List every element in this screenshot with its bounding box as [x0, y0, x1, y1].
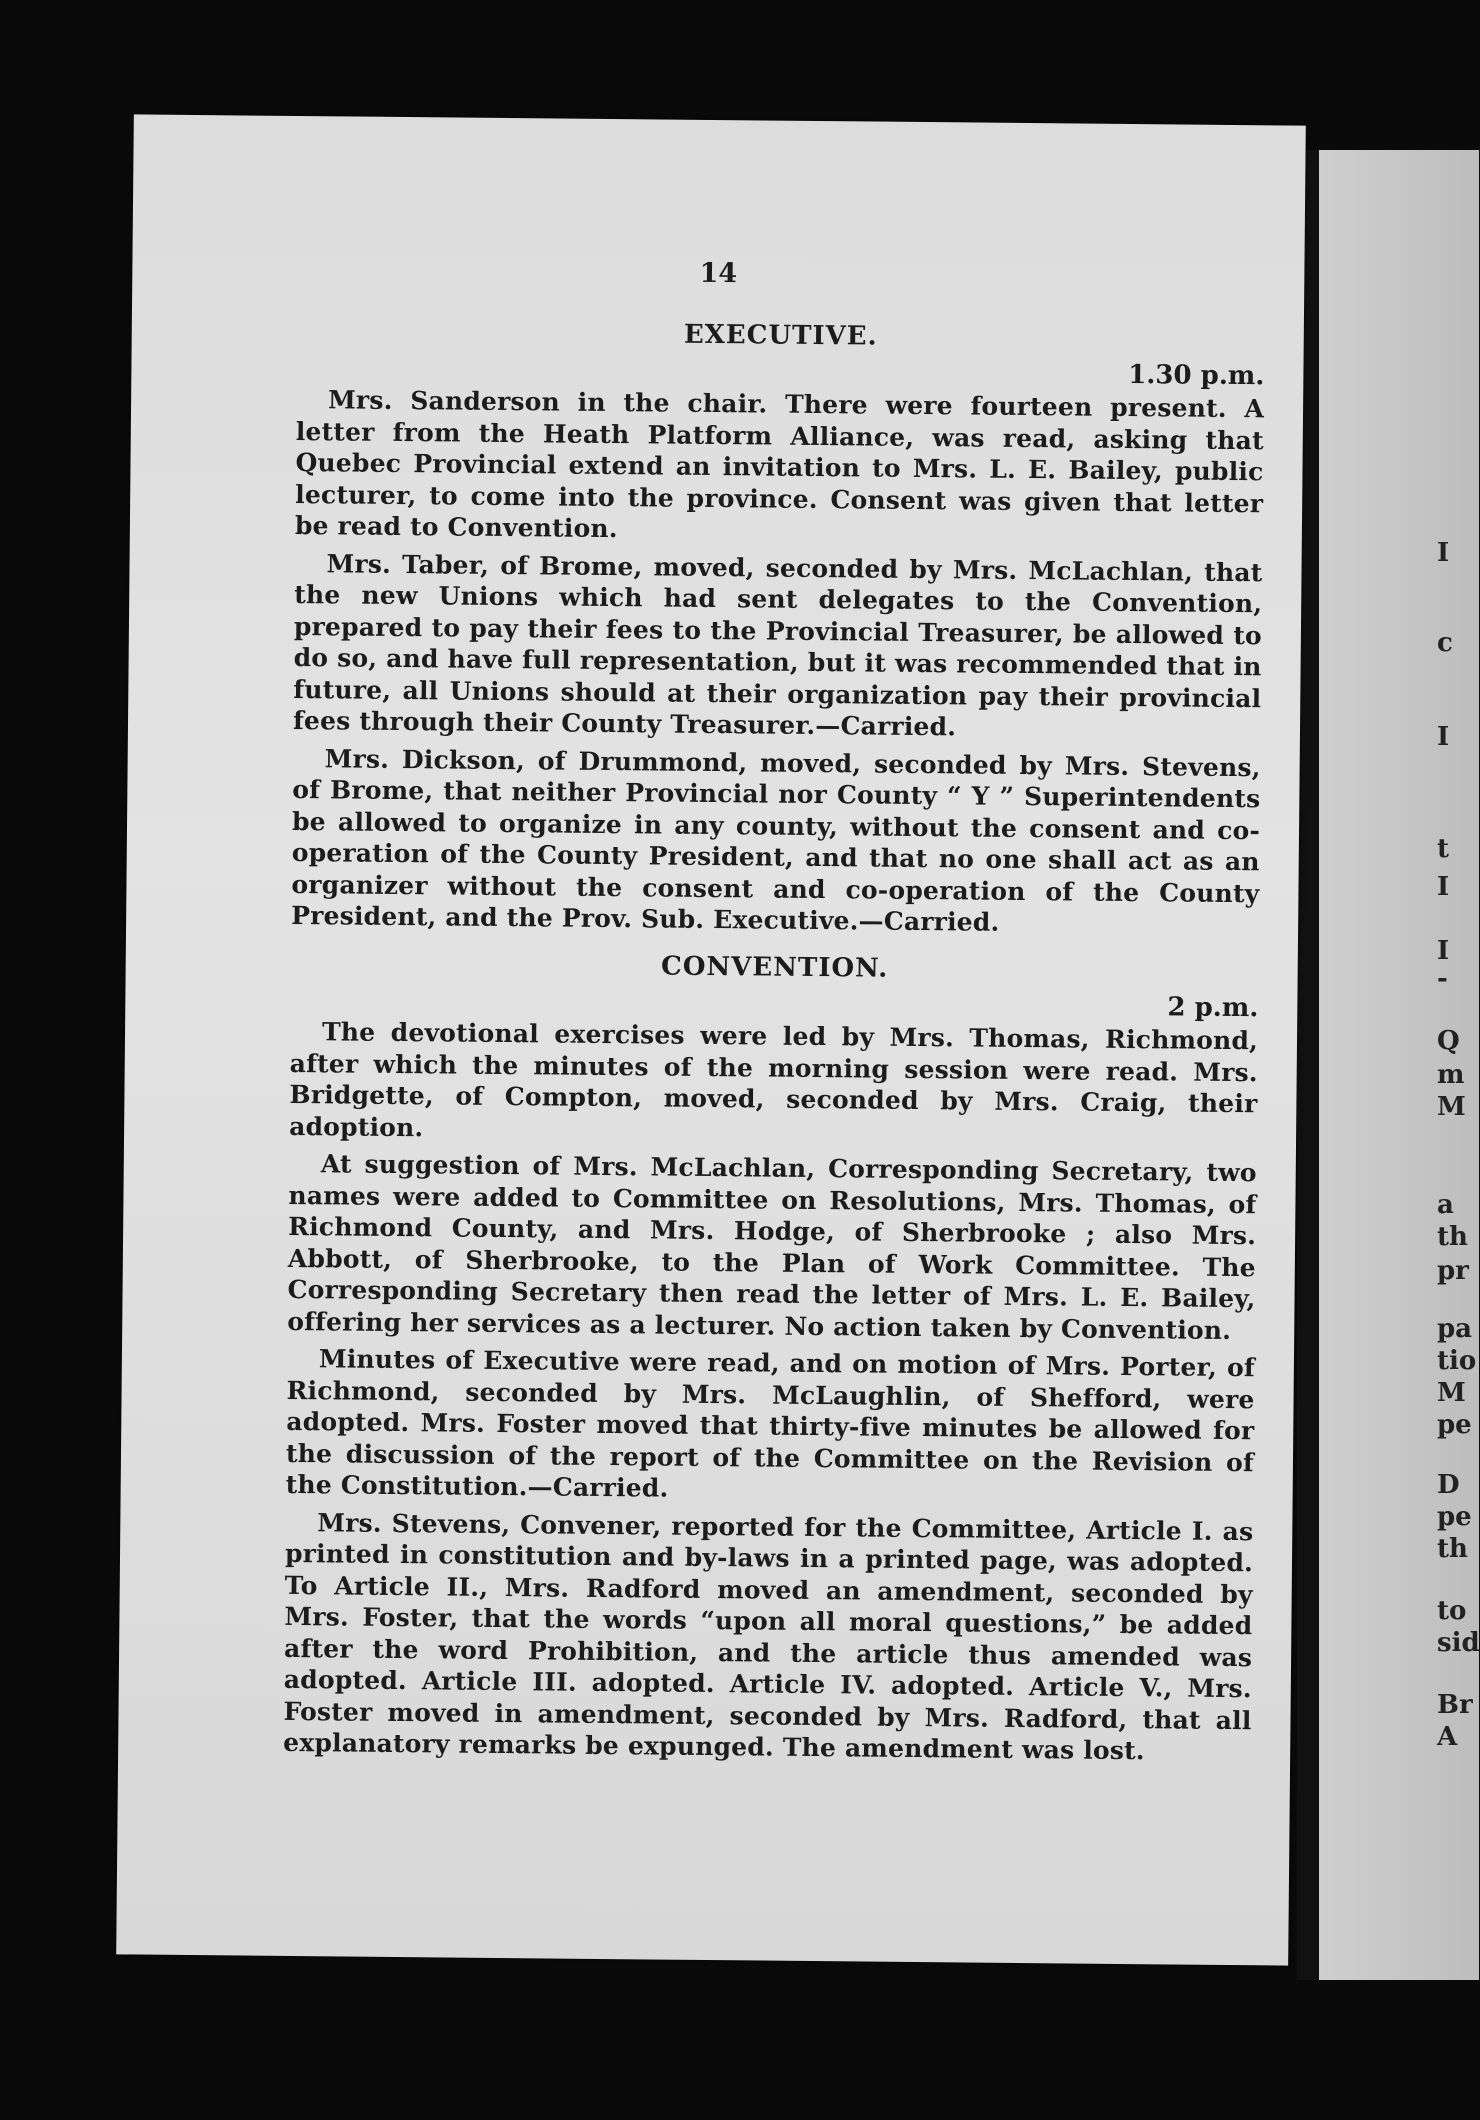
- facing-fragment: sid: [1437, 1628, 1480, 1658]
- facing-fragment: pe: [1437, 1410, 1472, 1440]
- facing-page-edge: [1319, 150, 1479, 1980]
- facing-fragment: th: [1437, 1534, 1468, 1564]
- paragraph: Mrs. Dickson, of Drummond, moved, seconded by Mrs. Stevens, of Brome, that neither Provincial nor County “ Y ” Superintendents be allowed to organize in any county, without the consent and co-operation of the County President, and that no one shall act as an organizer without the consent and co-operation of the County President, and the Prov. Sub. Executive.—Carried.: [291, 743, 1261, 937]
- section-heading-executive: EXECUTIVE.: [683, 319, 878, 352]
- facing-fragment: tio: [1437, 1346, 1477, 1376]
- facing-fragment: I: [1437, 872, 1450, 902]
- paragraph: Mrs. Stevens, Convener, reported for the Committee, Article I. as printed in constitution and by-laws in a printed page, was adopted. To Article II., Mrs. Radford moved an amendment, seconded by Mrs. Foster, that the words “upon all moral questions,” be added after the word Prohibition, and the article thus amended was adopted. Article III. adopted. Article IV. adopted. Article V., Mrs. Foster moved in amendment, seconded by Mrs. Radford, that all explanatory remarks be expunged. The amendment was lost.: [283, 1507, 1254, 1766]
- facing-fragment: c: [1437, 628, 1453, 658]
- paragraph: Mrs. Taber, of Brome, moved, seconded by Mrs. McLachlan, that the new Unions which had sent delegates to the Convention, prepared to pay their fees to the Provincial Treasurer, be allowed to do so, and have full representation, but it was recommended that in future, all Unions should at their organization pay their provincial fees through their County Treasurer.—Carried.: [292, 548, 1263, 742]
- facing-fragment: Q: [1437, 1026, 1460, 1056]
- facing-fragment: pe: [1437, 1502, 1472, 1532]
- paragraph: Mrs. Sanderson in the chair. There were fourteen present. A letter from the Heath Platform Alliance, was read, asking that Quebec Provincial extend an invitation to Mrs. L. E. Bailey, public lecturer, to come into the province. Consent was given that letter be read to Convention.: [294, 385, 1265, 544]
- facing-fragment: pa: [1437, 1314, 1473, 1344]
- paragraph: Minutes of Executive were read, and on motion of Mrs. Porter, of Richmond, seconded by Mrs. McLaughlin, of Shefford, were adopted. Mrs. Foster moved that thirty-five minutes be allowed for the discussion of the report of the Committee on the Revision of the Constitution.—Carried.: [285, 1344, 1256, 1503]
- facing-fragment: D: [1437, 1470, 1460, 1500]
- facing-fragment: pr: [1437, 1256, 1469, 1286]
- facing-fragment: M: [1437, 1378, 1466, 1408]
- facing-fragment: I: [1437, 722, 1450, 752]
- page-number: 14: [699, 257, 738, 290]
- facing-fragment: A: [1437, 1722, 1458, 1752]
- facing-fragment: a: [1437, 1190, 1454, 1220]
- book-page: [116, 114, 1306, 1965]
- facing-fragment: t: [1437, 834, 1450, 864]
- facing-fragment: M: [1437, 1092, 1466, 1122]
- executive-section: [291, 316, 1265, 947]
- facing-fragment: Br: [1437, 1690, 1473, 1720]
- facing-fragment: th: [1437, 1222, 1468, 1252]
- paragraph: The devotional exercises were led by Mrs. Thomas, Richmond, after which the minutes of the morning session were read. Mrs. Bridgette, of Compton, moved, seconded by Mrs. Craig, their adoption.: [289, 1017, 1259, 1142]
- section-time-convention: 2 p.m.: [1167, 992, 1259, 1024]
- facing-fragment: I: [1437, 936, 1450, 966]
- facing-fragment: I: [1437, 538, 1450, 568]
- convention-section: [283, 948, 1259, 1774]
- paragraph: At suggestion of Mrs. McLachlan, Corresponding Secretary, two names were added to Committee on Resolutions, Mrs. Thomas, of Richmond County, and Mrs. Hodge, of Sherbrooke ; also Mrs. Abbott, of Sherbrooke, to the Plan of Work Committee. The Corresponding Secretary then read the letter of Mrs. L. E. Bailey, offering her services as a lecturer. No action taken by Convention.: [287, 1149, 1257, 1345]
- section-heading-convention: CONVENTION.: [660, 951, 889, 984]
- section-time-executive: 1.30 p.m.: [1128, 359, 1265, 392]
- facing-fragment: m: [1437, 1060, 1465, 1090]
- facing-fragment: -: [1437, 964, 1448, 994]
- facing-fragment: to: [1437, 1596, 1467, 1626]
